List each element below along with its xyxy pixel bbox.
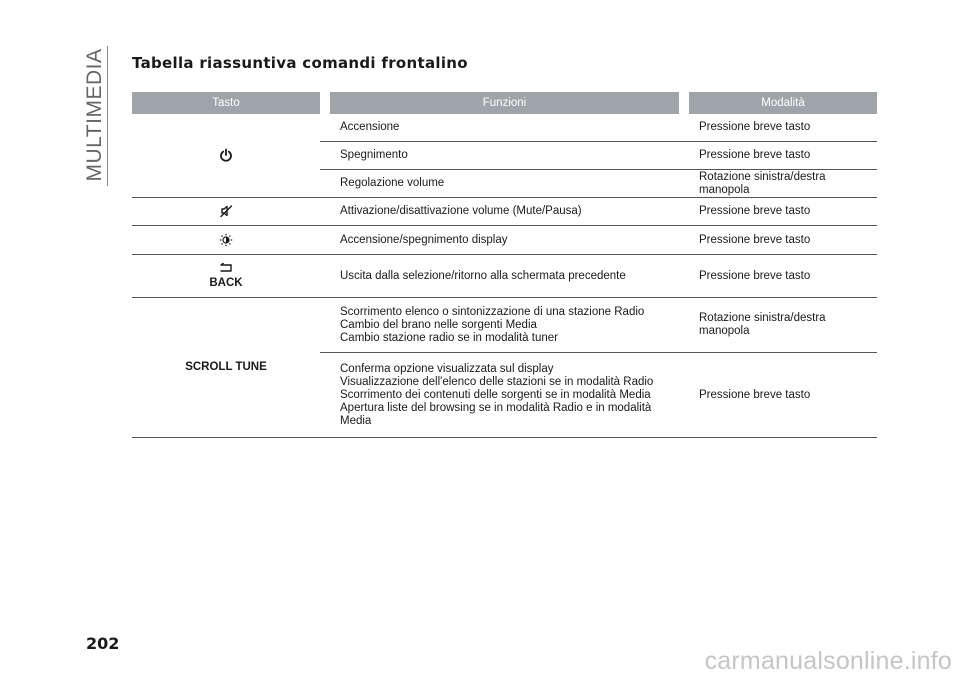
function-cell: Regolazione volume xyxy=(330,170,679,198)
display-brightness-icon xyxy=(219,233,233,247)
function-cell: Accensione/spegnimento display xyxy=(330,226,679,255)
mode-cell: Rotazione sinistra/destra manopola xyxy=(689,170,877,198)
table-row xyxy=(132,226,877,255)
mode-cell: Pressione breve tasto xyxy=(689,255,877,298)
commands-table xyxy=(132,92,877,438)
key-cell-display xyxy=(132,226,320,255)
page-number: 202 xyxy=(86,634,120,653)
power-icon xyxy=(219,148,233,162)
scroll-tune-key-label: SCROLL TUNE xyxy=(185,361,267,373)
header-function: Funzioni xyxy=(330,92,679,114)
mode-cell: Pressione breve tasto xyxy=(689,198,877,226)
section-tab-label: MULTIMEDIA xyxy=(83,48,106,182)
section-tab xyxy=(84,46,106,186)
function-cell: Spegnimento xyxy=(330,142,679,170)
table-row xyxy=(132,255,877,298)
header-mode: Modalità xyxy=(689,92,877,114)
table-row xyxy=(132,198,877,226)
key-cell-mute xyxy=(132,198,320,226)
mute-icon xyxy=(219,204,233,218)
table-header-row xyxy=(132,92,877,114)
section-divider xyxy=(107,46,108,186)
mode-cell: Pressione breve tasto xyxy=(689,114,877,142)
watermark: carmanualsonline.info xyxy=(704,647,952,675)
mode-cell: Rotazione sinistra/destra manopola xyxy=(689,298,877,353)
function-cell: Attivazione/disattivazione volume (Mute/Pausa) xyxy=(330,198,679,226)
key-cell-power xyxy=(132,114,320,198)
back-arrow-icon xyxy=(218,263,234,273)
mode-cell: Pressione breve tasto xyxy=(689,353,877,438)
function-cell: Conferma opzione visualizzata sul display Visualizzazione dell'elenco delle stazioni se in modalità Radio Scorrimento dei contenuti delle sorgenti se in modalità Media Apertura liste del browsing se in modalità Radio e in modalità Media xyxy=(330,353,679,438)
function-cell: Uscita dalla selezione/ritorno alla schermata precedente xyxy=(330,255,679,298)
back-key-label: BACK xyxy=(209,276,243,289)
key-cell-back xyxy=(132,255,320,298)
header-key: Tasto xyxy=(132,92,320,114)
table-row xyxy=(132,298,877,353)
function-cell: Accensione xyxy=(330,114,679,142)
mode-cell: Pressione breve tasto xyxy=(689,226,877,255)
table-row xyxy=(132,114,877,142)
mode-cell: Pressione breve tasto xyxy=(689,142,877,170)
page-title: Tabella riassuntiva comandi frontalino xyxy=(132,54,468,72)
key-cell-scroll-tune xyxy=(132,298,320,438)
function-cell: Scorrimento elenco o sintonizzazione di una stazione Radio Cambio del brano nelle sorgenti Media Cambio stazione radio se in modalità tuner xyxy=(330,298,679,353)
